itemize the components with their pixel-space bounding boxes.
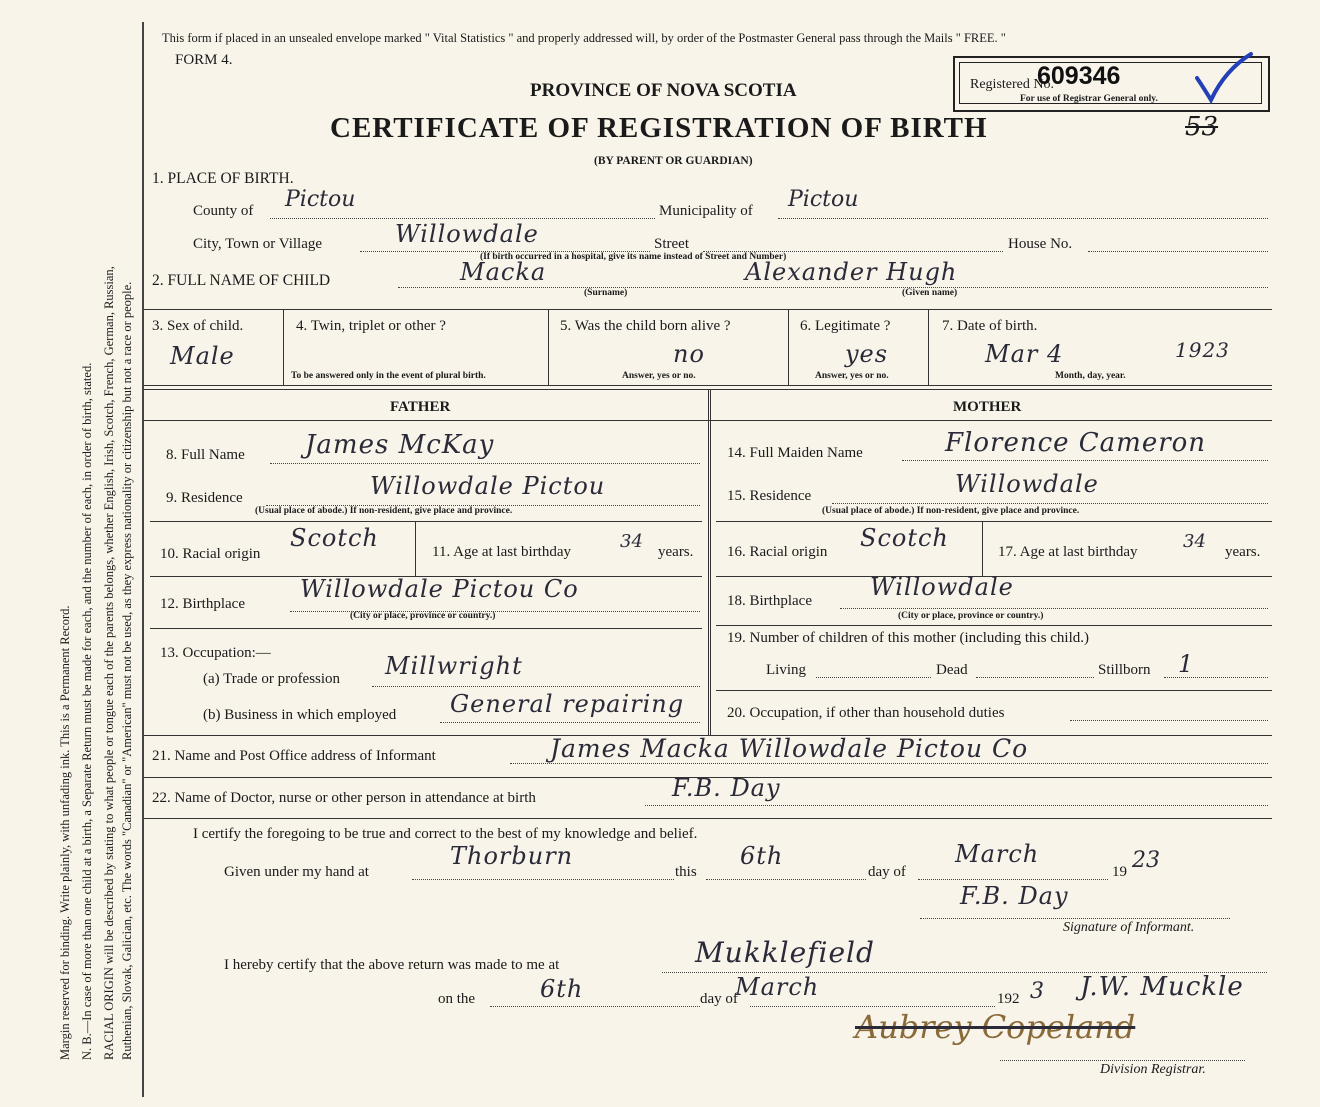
- box-divider-1: [283, 309, 284, 385]
- father-birthplace-rule: [150, 628, 702, 629]
- father-birthplace-caption: (City or place, province or country.): [350, 611, 496, 621]
- informant-value: James Macka Willowdale Pictou Co: [550, 734, 1029, 763]
- mother-abode-caption: (Usual place of abode.) If non-resident, give place and province.: [822, 506, 1080, 516]
- corner-mark: 53: [1185, 112, 1219, 142]
- province-heading: PROVINCE OF NOVA SCOTIA: [530, 80, 797, 101]
- living-line: [816, 677, 931, 678]
- mother-birthplace-value: Willowdale: [870, 573, 1014, 601]
- father-age-label: 11. Age at last birthday: [432, 544, 571, 560]
- mother-name-line: [902, 460, 1268, 461]
- registrar-day-of-label: day of: [700, 991, 738, 1007]
- sex-value: Male: [170, 342, 235, 370]
- father-occupation-label: 13. Occupation:—: [160, 645, 271, 661]
- father-name-line: [270, 463, 700, 464]
- municipality-dotted-line: [778, 218, 1268, 219]
- child-given-name: Alexander Hugh: [745, 258, 958, 286]
- municipality-value: Pictou: [788, 187, 859, 212]
- margin-note-binding: Margin reserved for binding. Write plainly, with unfading ink. This is a Permanent Record.: [58, 605, 72, 1060]
- mother-racial-value: Scotch: [860, 524, 949, 552]
- year-prefix-label: 19: [1112, 864, 1127, 880]
- father-name-label: 8. Full Name: [166, 447, 245, 463]
- this-label: this: [675, 864, 697, 880]
- form-number: FORM 4.: [175, 52, 233, 68]
- father-age-value: 34: [620, 531, 643, 552]
- margin-note-racial-2: Ruthenian, Slovak, Galician, etc. The words "Canadian" or "American" must not be used, as they express nationality or citizenship but not a race or people.: [120, 281, 134, 1060]
- mother-birthplace-label: 18. Birthplace: [727, 593, 812, 609]
- legitimate-caption: Answer, yes or no.: [815, 371, 889, 381]
- mother-birthplace-line: [840, 608, 1268, 609]
- box-divider-4: [928, 309, 929, 385]
- mother-occupation-line: [1070, 720, 1268, 721]
- registrar-year-value: 3: [1030, 979, 1044, 1004]
- mother-occupation-label: 20. Occupation, if other than household duties: [727, 705, 1005, 721]
- place-of-birth-label: 1. PLACE OF BIRTH.: [152, 170, 294, 187]
- parents-center-divider: [708, 389, 711, 735]
- crossed-registrar-name: Aubrey Copeland: [855, 1008, 1136, 1046]
- mother-children-label: 19. Number of children of this mother (including this child.): [727, 630, 1090, 646]
- legitimate-label: 6. Legitimate ?: [800, 318, 891, 334]
- informant-signature-line: [920, 918, 1230, 919]
- born-alive-label: 5. Was the child born alive ?: [560, 318, 731, 334]
- division-registrar-label: Division Registrar.: [1100, 1062, 1206, 1077]
- living-label: Living: [766, 662, 806, 678]
- day-of-label: day of: [868, 864, 906, 880]
- box-divider-3: [788, 309, 789, 385]
- parents-heading-rule: [144, 420, 1272, 421]
- box-divider-2: [548, 309, 549, 385]
- mother-racial-divider: [982, 521, 983, 576]
- house-dotted-line: [1088, 251, 1268, 252]
- box-row-bottom-rule: [144, 385, 1272, 386]
- mother-name-value: Florence Cameron: [945, 428, 1207, 458]
- margin-note-racial: RACIAL ORIGIN will be described by stating to what people or tongue each of the parents belongs, whether English, Irish, Scotch, French, German, Russian,: [102, 266, 116, 1060]
- certify-month-value: March: [955, 840, 1040, 868]
- registrar-day-line: [490, 1006, 700, 1007]
- date-of-birth-label: 7. Date of birth.: [942, 318, 1038, 334]
- county-dotted-line: [270, 218, 655, 219]
- city-value: Willowdale: [395, 220, 539, 248]
- blue-check-mark: [1195, 50, 1255, 105]
- mother-residence-rule: [716, 521, 1272, 522]
- informant-signature: F.B. Day: [960, 882, 1069, 910]
- father-residence-rule: [150, 521, 702, 522]
- certify-statement: I certify the foregoing to be true and correct to the best of my knowledge and belief.: [193, 826, 698, 842]
- father-name-value: James McKay: [305, 430, 495, 460]
- doctor-label: 22. Name of Doctor, nurse or other person in attendance at birth: [152, 790, 536, 806]
- mother-birthplace-rule: [716, 625, 1272, 626]
- legitimate-value: yes: [845, 340, 889, 368]
- mother-racial-label: 16. Racial origin: [727, 544, 828, 560]
- this-day-line: [706, 879, 866, 880]
- twin-caption: To be answered only in the event of plural birth.: [291, 371, 486, 381]
- father-racial-label: 10. Racial origin: [160, 546, 261, 562]
- mother-children-rule: [716, 690, 1272, 691]
- mother-heading: MOTHER: [953, 399, 1022, 415]
- stillborn-label: Stillborn: [1098, 662, 1151, 678]
- twin-label: 4. Twin, triplet or other ?: [296, 318, 446, 334]
- registered-label: Registered No.: [970, 77, 1054, 92]
- date-of-birth-month-day: Mar 4: [985, 340, 1064, 368]
- date-of-birth-year: 1923: [1175, 338, 1230, 362]
- date-of-birth-caption: Month, day, year.: [1055, 371, 1126, 381]
- registrar-month-line: [750, 1006, 995, 1007]
- father-trade-line: [372, 686, 700, 687]
- house-no-label: House No.: [1008, 236, 1073, 252]
- informant-line: [510, 763, 1268, 764]
- given-place-value: Thorburn: [450, 842, 574, 870]
- child-name-dotted-line: [398, 287, 1268, 288]
- father-trade-label: (a) Trade or profession: [203, 671, 341, 687]
- father-business-value: General repairing: [450, 690, 685, 718]
- father-residence-label: 9. Residence: [166, 490, 243, 506]
- mother-years-label: years.: [1225, 544, 1261, 560]
- dead-label: Dead: [936, 662, 968, 678]
- father-heading: FATHER: [390, 399, 451, 415]
- city-label: City, Town or Village: [193, 236, 323, 252]
- mother-name-label: 14. Full Maiden Name: [727, 445, 863, 461]
- municipality-label: Municipality of: [659, 203, 753, 219]
- box-row-top-rule: [144, 309, 1272, 310]
- child-surname: Macka: [460, 258, 547, 286]
- certify-year-value: 23: [1132, 848, 1160, 873]
- registrar-year-prefix: 192: [997, 991, 1020, 1007]
- mother-birthplace-caption: (City or place, province or country.): [898, 611, 1044, 621]
- given-place-line: [412, 879, 674, 880]
- margin-rule: [142, 22, 144, 1097]
- given-under-hand-label: Given under my hand at: [224, 864, 369, 880]
- certificate-title: CERTIFICATE OF REGISTRATION OF BIRTH: [330, 112, 988, 144]
- mother-residence-value: Willowdale: [955, 470, 1099, 498]
- father-business-line: [440, 722, 700, 723]
- registrar-signature: J.W. Muckle: [1080, 972, 1244, 1002]
- father-racial-value: Scotch: [290, 524, 379, 552]
- surname-caption: (Surname): [584, 288, 628, 298]
- given-name-caption: (Given name): [902, 288, 958, 298]
- mother-age-label: 17. Age at last birthday: [998, 544, 1138, 560]
- father-birthplace-value: Willowdale Pictou Co: [300, 575, 579, 603]
- born-alive-caption: Answer, yes or no.: [622, 371, 696, 381]
- father-birthplace-label: 12. Birthplace: [160, 596, 245, 612]
- born-alive-value: no: [673, 340, 705, 368]
- informant-signature-label: Signature of Informant.: [1063, 920, 1195, 935]
- child-name-label: 2. FULL NAME OF CHILD: [152, 272, 331, 289]
- registered-number: 609346: [1037, 62, 1121, 90]
- mother-residence-label: 15. Residence: [727, 488, 812, 504]
- registrar-signature-line: [1000, 1060, 1245, 1061]
- father-abode-caption: (Usual place of abode.) If non-resident, give place and province.: [255, 506, 513, 516]
- doctor-rule: [144, 818, 1272, 819]
- registrar-use-note: For use of Registrar General only.: [1020, 94, 1158, 104]
- father-years-label: years.: [658, 544, 694, 560]
- doctor-line: [645, 805, 1268, 806]
- county-value: Pictou: [285, 187, 356, 212]
- mother-age-value: 34: [1183, 531, 1206, 552]
- registrar-place-value: Mukklefield: [695, 936, 875, 969]
- father-business-label: (b) Business in which employed: [203, 707, 397, 723]
- father-residence-value: Willowdale Pictou: [370, 472, 606, 500]
- dead-line: [976, 677, 1094, 678]
- postal-notice: This form if placed in an unsealed envelope marked " Vital Statistics " and properly addressed will, by order of the Postmaster General pass through the Mails " FREE. ": [162, 31, 1006, 45]
- father-racial-divider: [415, 521, 416, 576]
- month-line: [918, 879, 1108, 880]
- registrar-month-value: March: [735, 973, 820, 1001]
- father-trade-value: Millwright: [385, 652, 523, 680]
- mother-residence-line: [832, 503, 1268, 504]
- certificate-subtitle: (BY PARENT OR GUARDIAN): [594, 155, 753, 167]
- stillborn-value: 1: [1178, 650, 1195, 678]
- county-label: County of: [193, 203, 254, 219]
- registrar-statement: I hereby certify that the above return was made to me at: [224, 957, 560, 973]
- hospital-note: (If birth occurred in a hospital, give its name instead of Street and Number): [480, 252, 787, 262]
- doctor-value: F.B. Day: [672, 774, 781, 802]
- registrar-on-the-label: on the: [438, 991, 476, 1007]
- sex-label: 3. Sex of child.: [152, 318, 244, 334]
- street-label: Street: [654, 236, 689, 252]
- registrar-day-value: 6th: [540, 975, 584, 1003]
- certify-day-value: 6th: [740, 842, 784, 870]
- margin-note-nb: N. B.—In case of more than one child at a birth, a Separate Return must be made for each, and the number of each, in order of birth, stated.: [80, 362, 94, 1060]
- informant-label: 21. Name and Post Office address of Informant: [152, 748, 436, 764]
